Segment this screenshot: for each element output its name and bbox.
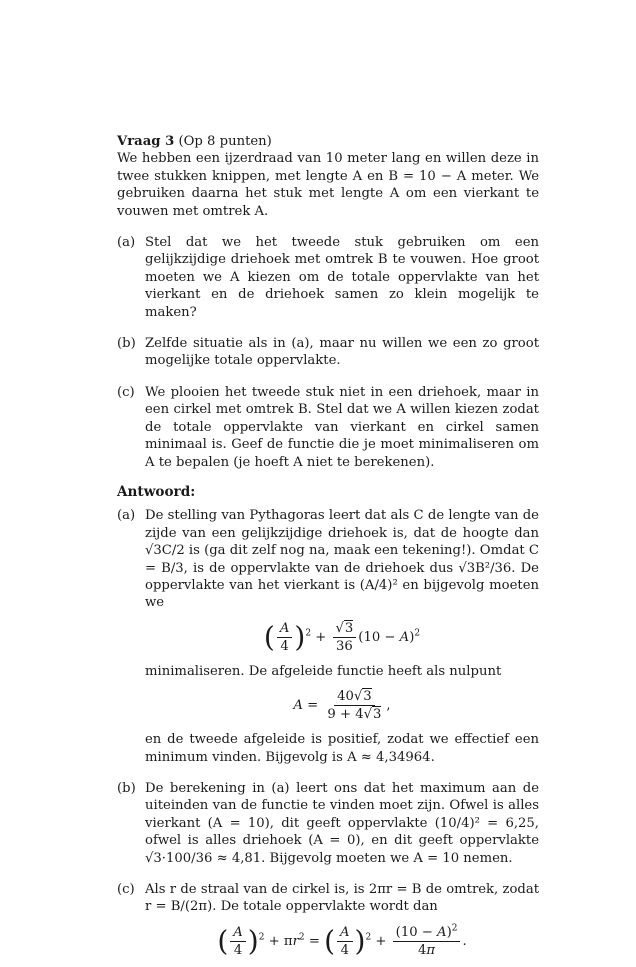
answer-b-p1: De berekening in (a) leert ons dat het maximum aan de uiteinden van de functie te vinden moet zijn. Ofwel is alles vierkant (A = 10), dit geeft oppervlakte (10/4)² = 6,25, ofwel is alles driehoek (A = 0), en dit geeft oppervlakte √3·100/36 ≈ 4,81. Bijgevolg moeten we A = 10 nemen. <box>145 780 539 866</box>
part-b <box>117 335 539 370</box>
answer-a-p2: minimaliseren. De afgeleide functie heeft als nulpunt <box>145 663 502 679</box>
part-a-text: Stel dat we het tweede stuk gebruiken om een gelijkzijdige driehoek met omtrek B te vouwen. Hoe groot moeten we A kiezen om de totale oppervlakte van het vierkant en de driehoek samen zo klein mogelijk te maken? <box>145 235 539 320</box>
question-intro <box>117 133 539 220</box>
document-body <box>117 133 539 967</box>
answer-c-p1: Als r de straal van de cirkel is, is 2πr = B de omtrek, zodat r = B/(2π). De totale oppervlakte wordt dan <box>145 882 539 915</box>
answer-heading: Antwoord: <box>117 483 196 500</box>
answer-a-p3: en de tweede afgeleide is positief, zodat we effectief een minimum vinden. Bijgevolg is A ≈ 4,34964. <box>145 732 539 765</box>
part-c-label: (c) <box>117 384 135 400</box>
answer-b-label: (b) <box>117 780 136 796</box>
equation-total-area: ( $\frac{A}{4}$ )$^2$ + $\frac{√3}{36}$ $(10 - A)^2$ <box>263 620 421 654</box>
answer-c <box>117 881 539 967</box>
answer-a-label: (a) <box>117 508 136 524</box>
answer-a-p1: De stelling van Pythagoras leert dat als C de lengte van de zijde van een gelijkzijdige driehoek is, dat de hoogte dan √3C/2 is (ga dit zelf nog na, maak een tekening!). Omdat C = B/3, is de oppervlakte van de driehoek dus √3B²/36. De oppervlakte van het vierkant is (A/4)² en bijgevolg moeten we <box>145 508 540 611</box>
question-points: (Op 8 punten) <box>178 134 272 149</box>
part-a <box>117 234 539 321</box>
answer-a <box>117 507 539 766</box>
part-b-label: (b) <box>117 336 136 352</box>
answer-c-label: (c) <box>117 882 135 897</box>
part-c <box>117 384 539 471</box>
equation-circle-area: ( $\frac{A}{4}$ )$^2 + \pi r^2$ = ( $\frac{A}{4}$ )$^2$ + $\frac{(10 - A)^2}{4\pi}$ . <box>217 923 467 958</box>
question-title: Vraag 3 <box>117 134 175 149</box>
part-c-text: We plooien het tweede stuk niet in een driehoek, maar in een cirkel met omtrek B. Stel dat we A willen kiezen zodat de totale oppervlakte van vierkant en cirkel samen minimaal is. Geef de functie die je moet minimaliseren om A te bepalen (je hoeft A niet te berekenen). <box>145 384 539 470</box>
answer-b <box>117 780 539 867</box>
part-b-text: Zelfde situatie als in (a), maar nu willen we een zo groot mogelijke totale oppervlakte. <box>145 336 539 369</box>
equation-zero-point: A = $\frac{40√3}{9 + 4√3}$ , <box>293 689 391 723</box>
part-a-label: (a) <box>117 235 136 251</box>
question-intro-text: We hebben een ijzerdraad van 10 meter lang en willen deze in twee stukken knippen, met lengte A en B = 10 − A meter. We gebruiken daarna het stuk met lengte A om een vierkant te vouwen met omtrek A. <box>117 151 539 219</box>
